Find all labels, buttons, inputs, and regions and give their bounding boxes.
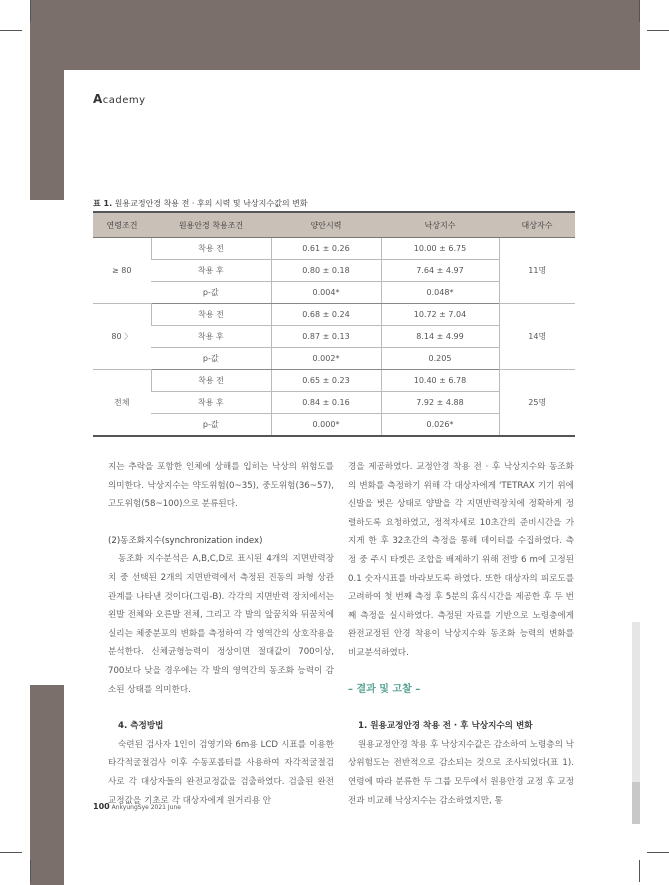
age-cell: 80 〉: [93, 304, 151, 370]
condition-cell: 착용 후: [151, 326, 271, 348]
results-table: [93, 211, 575, 437]
acuity-cell: 0.87 ± 0.13: [271, 326, 381, 348]
fall-index-cell: 0.048*: [381, 282, 499, 304]
table-row: [93, 370, 575, 392]
fall-index-cell: 10.00 ± 6.75: [381, 238, 499, 260]
fall-index-cell: 8.14 ± 4.99: [381, 326, 499, 348]
table-caption-label: 표 1.: [93, 199, 113, 208]
fall-index-cell: 7.64 ± 4.97: [381, 260, 499, 282]
paragraph: 동조화 지수분석은 A,B,C,D로 표시된 4개의 지면반력장치 중 선택된 2개의 지면반력에서 측정된 진동의 파형 상관관계를 나타낸 것이다(그림-B). 각각의 지면반력 장치에서는 왼발 전체와 오른발 전체, 그리고 각 발의 앞꿈치와 뒤꿈치에 실리는 체중분포의 변화를 측정하여 각 영역간의 상호작용을 분석한다. 신체균형능력이 정상이면 절대값이 700이상, 700보다 낮을 경우에는 각 발의 영역간의 동조화 능력이 감소된 상태를 의미한다.: [108, 554, 334, 695]
table-caption: [93, 198, 308, 209]
section-heading: 1. 원용교정안경 착용 전 · 후 낙상지수의 변화: [358, 721, 533, 732]
crop-mark: [0, 852, 22, 853]
condition-cell: 착용 전: [151, 238, 271, 260]
table-row: [93, 304, 575, 326]
acuity-cell: 0.000*: [271, 414, 381, 437]
condition-cell: 착용 전: [151, 370, 271, 392]
section-heading: 4. 측정방법: [118, 721, 164, 732]
acuity-cell: 0.80 ± 0.18: [271, 260, 381, 282]
right-column: [348, 458, 574, 810]
acuity-cell: 0.61 ± 0.26: [271, 238, 381, 260]
table-caption-text: 원용교정안경 착용 전 · 후의 시력 및 낙상지수값의 변화: [114, 199, 308, 208]
crop-mark: [30, 0, 31, 22]
paragraph: 지는 추락을 포함한 인체에 상해를 입히는 낙상의 위험도를 의미한다. 낙상지수는 약도위험(0~35), 중도위험(36~57), 고도위험(58~100)으로 분류된다.: [108, 462, 334, 510]
age-cell: ≥ 80: [93, 238, 151, 304]
table-header-row: [93, 212, 575, 238]
section-title: – 결과 및 고찰 –: [348, 683, 421, 695]
column-header: 연령조건: [93, 212, 151, 238]
condition-cell: 착용 후: [151, 392, 271, 414]
condition-cell: p-값: [151, 282, 271, 304]
crop-mark: [647, 852, 669, 853]
condition-cell: 착용 전: [151, 304, 271, 326]
count-cell: 14명: [499, 304, 575, 370]
side-strip-dark: [632, 782, 640, 824]
fall-index-cell: 10.40 ± 6.78: [381, 370, 499, 392]
left-column: [108, 458, 334, 810]
fall-index-cell: 10.72 ± 7.04: [381, 304, 499, 326]
sub-heading: (2)동조화지수(synchronization index): [108, 535, 263, 546]
acuity-cell: 0.004*: [271, 282, 381, 304]
table-row: [93, 238, 575, 260]
condition-cell: p-값: [151, 348, 271, 370]
column-header: 양안시력: [271, 212, 381, 238]
brand-rest: cademy: [102, 95, 146, 106]
paragraph: 원용교정안경 착용 후 낙상지수값은 감소하여 노령층의 낙상위험도는 전반적으로 감소되는 것으로 조사되었다(표 1). 연령에 따라 분류한 두 그룹 모두에서 원용안경 교정 후 교정 전과 비교해 낙상지수는 감소하였지만, 통: [348, 739, 574, 806]
fall-index-cell: 0.205: [381, 348, 499, 370]
paragraph: 숙련된 검사자 1인이 검영기와 6m용 LCD 시표를 이용한 타각적굴절검사 이후 수동포롭터를 사용하여 자각적굴절검사로 각 대상자들의 완전교정값을 검출하였다. 검출된 완전교정값을 기초로 각 대상자에게 원거리용 안: [108, 739, 334, 806]
count-cell: 25명: [499, 370, 575, 437]
crop-mark: [0, 30, 22, 31]
column-header: 원용안경 착용조건: [151, 212, 271, 238]
column-header: 낙상지수: [381, 212, 499, 238]
page-footer: [93, 802, 181, 811]
age-cell: 전체: [93, 370, 151, 437]
crop-mark: [647, 30, 669, 31]
brand-initial: A: [93, 92, 103, 106]
bottom-left-band: [30, 685, 64, 885]
fall-index-cell: 0.026*: [381, 414, 499, 437]
count-cell: 11명: [499, 238, 575, 304]
acuity-cell: 0.84 ± 0.16: [271, 392, 381, 414]
crop-mark: [639, 860, 640, 882]
page-number: 100: [93, 802, 110, 811]
acuity-cell: 0.68 ± 0.24: [271, 304, 381, 326]
fall-index-cell: 7.92 ± 4.88: [381, 392, 499, 414]
condition-cell: 착용 후: [151, 260, 271, 282]
acuity-cell: 0.65 ± 0.23: [271, 370, 381, 392]
condition-cell: p-값: [151, 414, 271, 437]
magazine-name: AnkyungSye 2021 June: [111, 804, 181, 811]
acuity-cell: 0.002*: [271, 348, 381, 370]
section-brand: [93, 92, 146, 106]
crop-mark: [30, 860, 31, 882]
crop-mark: [639, 0, 640, 22]
paragraph: 경을 제공하였다. 교정안경 착용 전 · 후 낙상지수와 동조화의 변화를 측정하기 위해 각 대상자에게 'TETRAX 기기 위에 신발을 벗은 상태로 양발을 각 지면반력장치에 정확하게 정렬하도록 요청하였고, 정적자세로 10초간의 준비시간을 가지게 한 후 32초간의 측정을 통해 데이터를 수집하였다. 측정 중 주시 타켓은 조합을 배제하기 위해 전방 6 m에 고정된 0.1 숫자시표를 바라보도록 하였다. 또한 대상자의 피로도를 고려하여 첫 번째 측정 후 5분의 휴식시간을 제공한 후 두 번째 측정을 실시하였다. 측정된 자료를 기반으로 노령층에게 완전교정된 안경 착용이 낙상지수와 동조화 능력의 변화를 비교분석하였다.: [348, 462, 574, 658]
column-header: 대상자수: [499, 212, 575, 238]
